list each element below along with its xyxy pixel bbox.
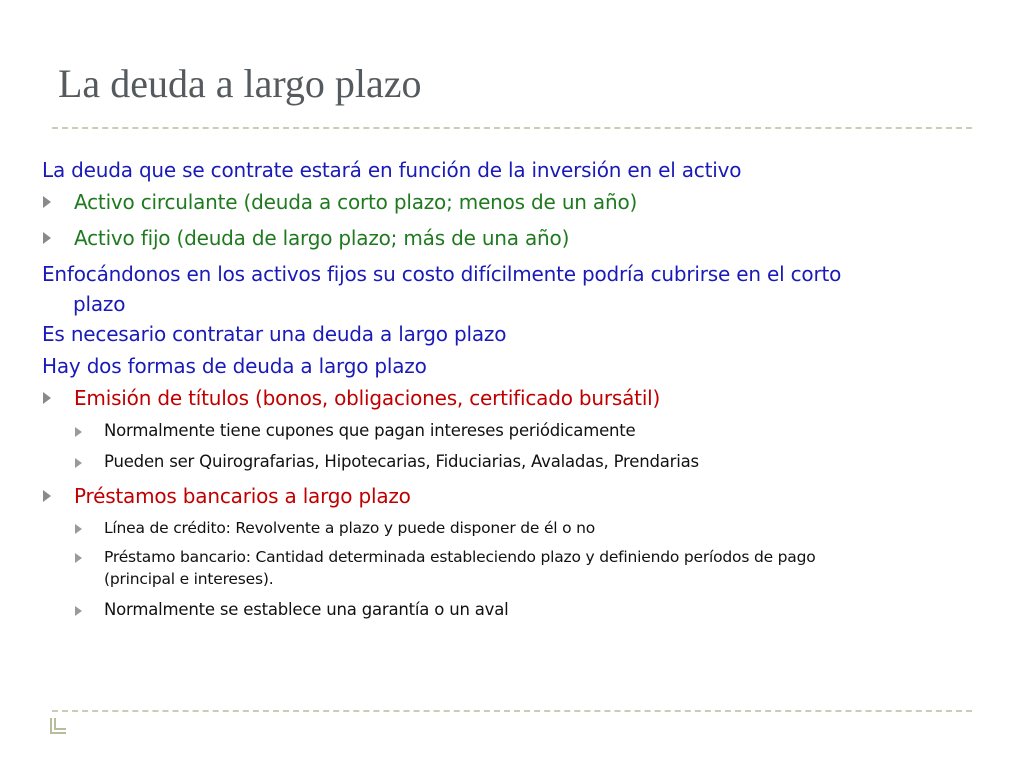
sub-bullet-label: Línea de crédito: Revolvente a plazo y puede disponer de él o no — [104, 519, 596, 537]
fixed-assets-text-line2: plazo — [73, 292, 126, 316]
triangle-bullet-icon — [75, 524, 82, 534]
triangle-bullet-icon — [75, 427, 82, 437]
bullet-item-label: Préstamos bancarios a largo plazo — [74, 484, 411, 508]
footer-divider — [52, 710, 972, 712]
bullet-item-label: Emisión de títulos (bonos, obligaciones, certificado bursátil) — [74, 386, 661, 410]
bullet-item-label: Activo circulante (deuda a corto plazo; menos de un año) — [74, 190, 638, 214]
triangle-bullet-icon — [75, 458, 82, 468]
need-statement: Es necesario contratar una deuda a largo plazo — [42, 322, 507, 346]
title-divider — [52, 127, 972, 129]
sub-bullet-bank-loan — [42, 546, 982, 598]
bullet-item-fixed-assets — [42, 223, 982, 259]
triangle-bullet-icon — [43, 490, 51, 502]
slide-body — [42, 155, 982, 629]
intro-text: La deuda que se contrate estará en función de la inversión en el activo — [42, 158, 742, 182]
slide-title: La deuda a largo plazo — [58, 61, 422, 106]
triangle-bullet-icon — [43, 232, 51, 244]
bullet-item-securities — [42, 383, 982, 419]
sub-bullet-label-line2: (principal e intereses). — [104, 570, 274, 588]
sub-bullet-label: Normalmente tiene cupones que pagan intereses periódicamente — [104, 421, 636, 440]
corner-bracket-icon — [48, 716, 68, 736]
triangle-bullet-icon — [43, 392, 51, 404]
bullet-item-current-assets — [42, 187, 982, 223]
fixed-assets-text — [42, 259, 982, 319]
fixed-assets-text-line1: Enfocándonos en los activos fijos su costo difícilmente podría cubrirse en el corto — [42, 262, 842, 286]
triangle-bullet-icon — [75, 606, 82, 616]
sub-bullet-guarantee — [42, 598, 982, 629]
sub-bullet-label-line1: Préstamo bancario: Cantidad determinada estableciendo plazo y definiendo períodos de pago — [104, 548, 816, 566]
sub-bullet-types — [42, 450, 982, 481]
sub-bullet-label: Pueden ser Quirografarias, Hipotecarias, Fiduciarias, Avaladas, Prendarias — [104, 452, 699, 471]
forms-heading: Hay dos formas de deuda a largo plazo — [42, 354, 427, 378]
bullet-item-bank-loans — [42, 481, 982, 517]
triangle-bullet-icon — [43, 196, 51, 208]
sub-bullet-label: Normalmente se establece una garantía o un aval — [104, 600, 509, 619]
bullet-item-label: Activo fijo (deuda de largo plazo; más de una año) — [74, 226, 570, 250]
sub-bullet-coupons — [42, 419, 982, 450]
sub-bullet-credit-line — [42, 517, 982, 546]
triangle-bullet-icon — [75, 553, 82, 563]
